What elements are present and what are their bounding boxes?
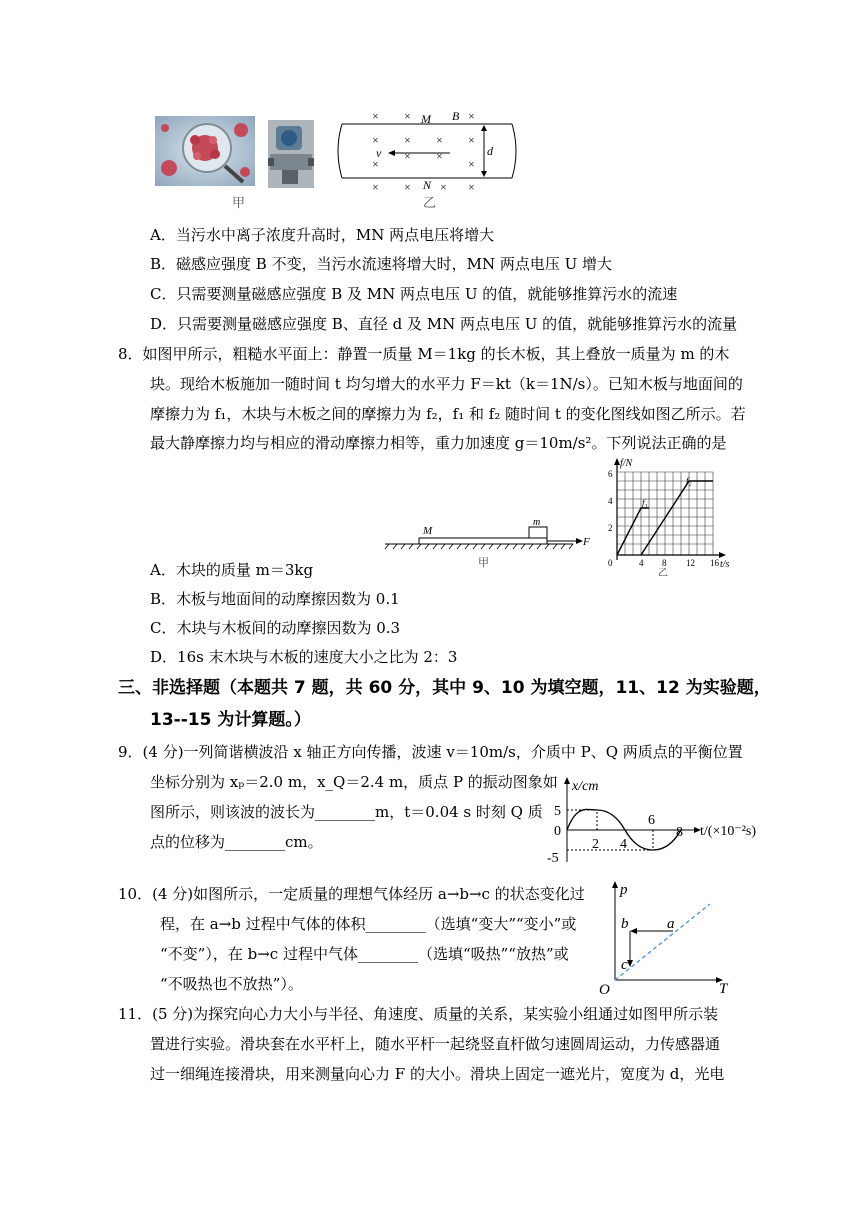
pipe-diagram — [332, 106, 527, 196]
friction-graph — [600, 456, 750, 576]
svg-text:×: × — [372, 133, 379, 147]
label-m: M — [421, 112, 431, 126]
board-diagram — [383, 514, 598, 570]
q9-stem-line3: 图所示，则该波的波长为________m，t＝0.04 s 时刻 Q 质 — [150, 803, 543, 821]
svg-text:×: × — [468, 109, 475, 123]
xtick-12: 12 — [686, 558, 695, 568]
xtick-0: 0 — [608, 558, 613, 568]
section-heading-line1: 三、非选择题（本题共 7 题，共 60 分，其中 9、10 为填空题，11、12 为实验题， — [118, 678, 771, 698]
ytick-minus-5: -5 — [547, 851, 559, 866]
q8-option-d: D．16s 末木块与木板的速度大小之比为 2：3 — [150, 648, 458, 666]
section-heading-line2: 13--15 为计算题。） — [150, 710, 311, 730]
q9-stem-line4: 点的位移为________cm。 — [150, 833, 323, 851]
q8-stem-line3: 摩擦力为 f₁，木块与木板之间的摩擦力为 f₂，f₁ 和 f₂ 随时间 t 的变化图线如图乙所示。若 — [150, 405, 746, 423]
ytick-0: 0 — [554, 824, 561, 839]
q8-stem-line1: 8．如图甲所示，粗糙水平面上：静置一质量 M＝1kg 的长木板，其上叠放一质量为 m 的木 — [118, 345, 730, 363]
label-O: O — [599, 982, 610, 998]
label-c: c — [621, 957, 628, 973]
label-v: v — [376, 146, 382, 160]
svg-text:×: × — [372, 157, 379, 171]
ytick-6: 6 — [608, 469, 613, 479]
q11-stem-line2: 置进行实验。滑块套在水平杆上，随水平杆一起绕竖直杆做匀速圆周运动，力传感器通 — [150, 1035, 721, 1053]
xtick-4: 4 — [639, 558, 644, 568]
q11-stem-line1: 11．(5 分)为探究向心力大小与半径、角速度、质量的关系，某实验小组通过如图甲所示装 — [118, 1005, 719, 1023]
xtick-8: 8 — [662, 558, 667, 568]
xtick-8: 8 — [676, 825, 683, 840]
svg-text:×: × — [404, 109, 411, 123]
q8-stem-line2: 块。现给木板施加一随时间 t 均匀增大的水平力 F＝kt（k＝1N/s）。已知木板与地面间的 — [150, 375, 743, 393]
xtick-2: 2 — [592, 837, 599, 852]
label-force-f: F — [583, 536, 590, 548]
xlabel-time: t/(×10⁻²s) — [700, 824, 757, 839]
q7-option-c: C．只需要测量磁感应强度 B 及 MN 两点电压 U 的值，就能够推算污水的流速 — [150, 285, 678, 303]
q7-option-d: D．只需要测量磁感应强度 B、直径 d 及 MN 两点电压 U 的值，就能够推算污水的流量 — [150, 315, 738, 333]
xtick-4: 4 — [620, 837, 627, 852]
ytick-4: 4 — [608, 496, 613, 506]
label-d: d — [487, 144, 493, 158]
flowmeter-photo — [268, 120, 314, 188]
q8-option-b: B．木板与地面间的动摩擦因数为 0.1 — [150, 590, 400, 608]
svg-text:×: × — [440, 180, 447, 194]
svg-text:×: × — [404, 180, 411, 194]
pt-graph — [595, 876, 740, 1000]
ytick-5: 5 — [554, 804, 561, 819]
isochore-dashed-line — [615, 904, 710, 980]
q7-option-a: A．当污水中离子浓度升高时，MN 两点电压将增大 — [150, 226, 495, 244]
q10-stem-line3: “不变”），在 b→c 过程中气体________（选填“吸热”“放热”或 — [160, 945, 569, 963]
svg-text:×: × — [468, 180, 475, 194]
label-a: a — [667, 916, 675, 932]
caption-jia: 甲 — [232, 196, 246, 211]
q10-stem-line1: 10．(4 分)如图所示，一定质量的理想气体经历 a→b→c 的状态变化过 — [118, 885, 585, 903]
label-board-m: M — [423, 525, 433, 537]
virus-photo — [155, 116, 255, 186]
label-b: b — [621, 916, 629, 932]
xlabel-t: t/s — [720, 559, 730, 570]
vibration-graph — [540, 772, 760, 868]
svg-text:×: × — [404, 133, 411, 147]
label-T: T — [719, 981, 728, 997]
svg-text:×: × — [468, 157, 475, 171]
svg-text:×: × — [436, 149, 443, 163]
ytick-2: 2 — [608, 523, 613, 533]
q8-option-a: A．木块的质量 m＝3kg — [150, 561, 314, 579]
caption-yi: 乙 — [423, 196, 437, 211]
label-f2: f₂ — [686, 476, 692, 486]
label-block-m: m — [533, 517, 541, 528]
ylabel-x: x/cm — [572, 779, 599, 794]
ylabel-f: f/N — [620, 458, 633, 469]
q7-option-b: B．磁感应强度 B 不变，当污水流速将增大时，MN 两点电压 U 增大 — [150, 255, 613, 273]
svg-text:×: × — [404, 149, 411, 163]
q8-option-c: C．木块与木板间的动摩擦因数为 0.3 — [150, 619, 401, 637]
q11-stem-line3: 过一细绳连接滑块，用来测量向心力 F 的大小。滑块上固定一遮光片，宽度为 d，光电 — [150, 1065, 725, 1083]
svg-text:×: × — [372, 109, 379, 123]
label-n: N — [423, 178, 432, 192]
q10-stem-line4: “不吸热也不放热”）。 — [160, 975, 303, 993]
svg-text:×: × — [468, 133, 475, 147]
caption-yi-2: 乙 — [658, 568, 668, 576]
caption-jia-2: 甲 — [478, 557, 489, 569]
label-f1: f₁ — [642, 498, 648, 508]
q10-stem-line2: 程，在 a→b 过程中气体的体积________（选填“变大”“变小”或 — [160, 915, 577, 933]
label-b: B — [452, 109, 460, 123]
label-p: p — [620, 882, 628, 898]
xtick-6: 6 — [648, 813, 655, 828]
svg-text:×: × — [372, 180, 379, 194]
xtick-16: 16 — [710, 558, 719, 568]
svg-text:×: × — [436, 133, 443, 147]
q9-stem-line1: 9．(4 分)一列简谐横波沿 x 轴正方向传播，波速 v＝10m/s，介质中 P、Q 两质点的平衡位置 — [118, 743, 743, 761]
q9-stem-line2: 坐标分别为 xₚ＝2.0 m，x_Q＝2.4 m，质点 P 的振动图象如 — [150, 773, 558, 791]
q8-stem-line4: 最大静摩擦力均与相应的滑动摩擦力相等，重力加速度 g＝10m/s²。下列说法正确的是 — [150, 434, 727, 452]
